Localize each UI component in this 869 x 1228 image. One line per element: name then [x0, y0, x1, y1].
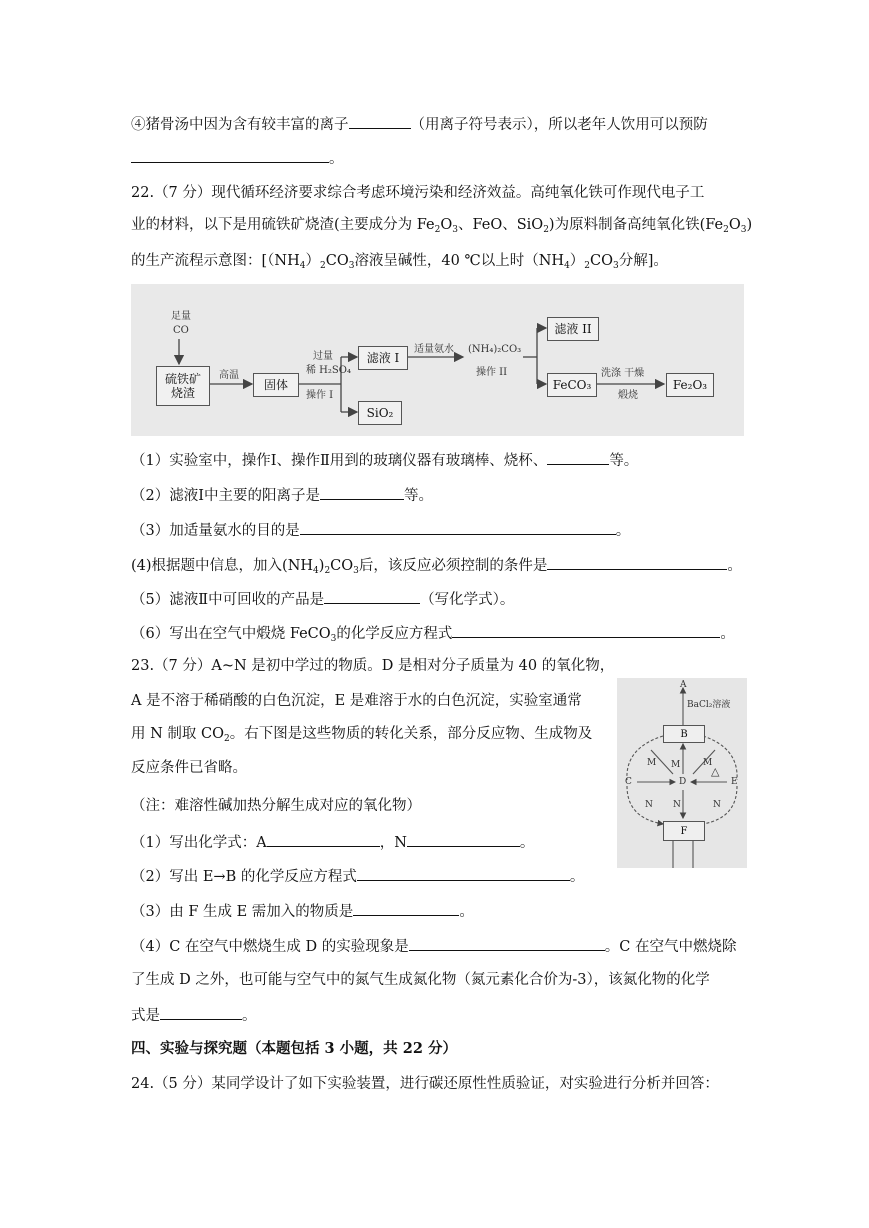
node-d-label: D — [679, 777, 687, 787]
feco3-box: FeCO₃ — [547, 373, 597, 397]
acid-label: 稀 H₂SO₄ — [306, 365, 351, 376]
substance-relation-diagram — [617, 678, 747, 868]
ammonium-carbonate-label: (NH₄)₂CO₃ — [468, 344, 522, 355]
production-flow-diagram — [131, 284, 744, 436]
answer-blank[interactable] — [357, 865, 570, 881]
q23-part4-line2: 了生成 D 之外，也可能与空气中的氮气生成氮化物（氮元素化合价为-3），该氮化物的化学 — [131, 972, 710, 988]
answer-blank[interactable] — [320, 484, 404, 500]
q22-part5: （5）滤液Ⅱ中可回收的产品是 （写化学式）。 — [131, 588, 514, 610]
answer-blank[interactable] — [267, 831, 380, 847]
q24-stem: 24.（5 分）某同学设计了如下实验装置，进行碳还原性性质验证，对实验进行分析并回答： — [131, 1076, 719, 1092]
answer-blank[interactable] — [349, 113, 411, 129]
answer-blank[interactable] — [300, 519, 616, 535]
bacl2-label: BaCl₂溶液 — [687, 700, 731, 710]
m-label-right: M — [703, 758, 713, 768]
m-label-center: M — [671, 760, 681, 770]
answer-blank[interactable] — [353, 900, 459, 916]
section-4-heading: 四、实验与探究题（本题包括 3 小题，共 22 分） — [131, 1040, 457, 1057]
q23-stem-line3: 用 N 制取 $CO_2$。右下图是这些物质的转化关系，部分反应物、生成物及 — [131, 726, 593, 744]
q23-note: （注：难溶性碱加热分解生成对应的氧化物） — [131, 798, 421, 814]
answer-blank[interactable] — [547, 554, 727, 570]
q23-stem-line4: 反应条件已省略。 — [131, 760, 247, 776]
answer-blank[interactable] — [452, 622, 720, 638]
ammonia-label: 适量氨水 — [414, 344, 454, 355]
q22-stem-line3: 的生产流程示意图：[$(NH_4)_2CO_3$溶液呈碱性，40 ℃以上时$(NH_4)_2CO_3$分解]。 — [131, 253, 668, 271]
n-label-right: N — [713, 800, 721, 810]
q22-part4: (4)根据题中信息，加入$(NH_4)_2CO_3$后，该反应必须控制的条件是 。 — [131, 554, 742, 576]
filtrate-2-box: 滤液 II — [547, 317, 599, 341]
answer-blank[interactable] — [409, 935, 605, 951]
node-a-label: A — [680, 680, 687, 690]
answer-blank[interactable] — [160, 1004, 242, 1020]
q23-stem-line2: A 是不溶于稀硝酸的白色沉淀，E 是难溶于水的白色沉淀，实验室通常 — [131, 693, 582, 709]
wash-dry-label: 洗涤 干燥 — [601, 368, 645, 379]
m-label-left: M — [647, 758, 657, 768]
node-b-box: B — [663, 725, 705, 743]
co-amount-label: 足量 — [171, 311, 191, 322]
n-label-center: N — [673, 800, 681, 810]
q22-stem-line1: 22.（7 分）现代循环经济要求综合考虑环境污染和经济效益。高纯氧化铁可作现代电子工 — [131, 185, 705, 201]
high-temp-label: 高温 — [219, 370, 239, 381]
node-e-label: E — [731, 777, 738, 787]
sio2-box: SiO₂ — [358, 401, 402, 425]
operation-1-label: 操作 I — [306, 390, 334, 401]
node-f-box: F — [663, 821, 705, 841]
q23-part4-line1: （4）C 在空气中燃烧生成 D 的实验现象是 。C 在空气中燃烧除 — [131, 935, 736, 957]
answer-blank[interactable] — [547, 449, 609, 465]
flow-arrows — [131, 284, 744, 436]
q21-item4-line1: ④猪骨汤中因为含有较丰富的离子 （用离子符号表示），所以老年人饮用可以预防 — [131, 113, 708, 135]
calcine-label: 煅烧 — [618, 390, 638, 401]
q22-part2: （2）滤液Ⅰ中主要的阳离子是 等。 — [131, 484, 433, 506]
q21-item4-line2: 。 — [131, 147, 344, 169]
fe2o3-box: Fe₂O₃ — [666, 373, 714, 397]
answer-blank[interactable] — [131, 147, 329, 163]
q22-part6: （6）写出在空气中煅烧 FeCO$_3$的化学反应方程式 。 — [131, 622, 735, 644]
solid-box: 固体 — [253, 373, 299, 397]
node-c-label: C — [625, 777, 632, 787]
q22-part3: （3）加适量氨水的目的是 。 — [131, 519, 630, 541]
q23-part3: （3）由 F 生成 E 需加入的物质是 。 — [131, 900, 474, 922]
q22-stem-line2: 业的材料，以下是用硫铁矿烧渣(主要成分为 $Fe_2O_3$、FeO、SiO$_2$)为原料制备高纯氧化铁$(Fe_2O_3)$ — [131, 217, 753, 235]
q23-stem-line1: 23.（7 分）A~N 是初中学过的物质。D 是相对分子质量为 40 的氧化物， — [131, 658, 615, 674]
ore-residue-box: 硫铁矿 烧渣 — [156, 366, 210, 406]
heat-triangle-label: △ — [711, 765, 720, 778]
filtrate-1-box: 滤液 I — [358, 346, 408, 370]
q23-part1: （1）写出化学式：A ，N 。 — [131, 831, 534, 853]
q22-part1: （1）实验室中，操作Ⅰ、操作Ⅱ用到的玻璃仪器有玻璃棒、烧杯、 等。 — [131, 449, 638, 471]
n-label-left: N — [645, 800, 653, 810]
q23-part4-line3: 式是 。 — [131, 1004, 257, 1026]
q23-part2: （2）写出 E→B 的化学反应方程式 。 — [131, 865, 584, 887]
acid-amount-label: 过量 — [313, 351, 333, 362]
answer-blank[interactable] — [324, 588, 420, 604]
answer-blank[interactable] — [407, 831, 520, 847]
operation-2-label: 操作 II — [476, 367, 508, 378]
co-label: CO — [173, 325, 189, 336]
